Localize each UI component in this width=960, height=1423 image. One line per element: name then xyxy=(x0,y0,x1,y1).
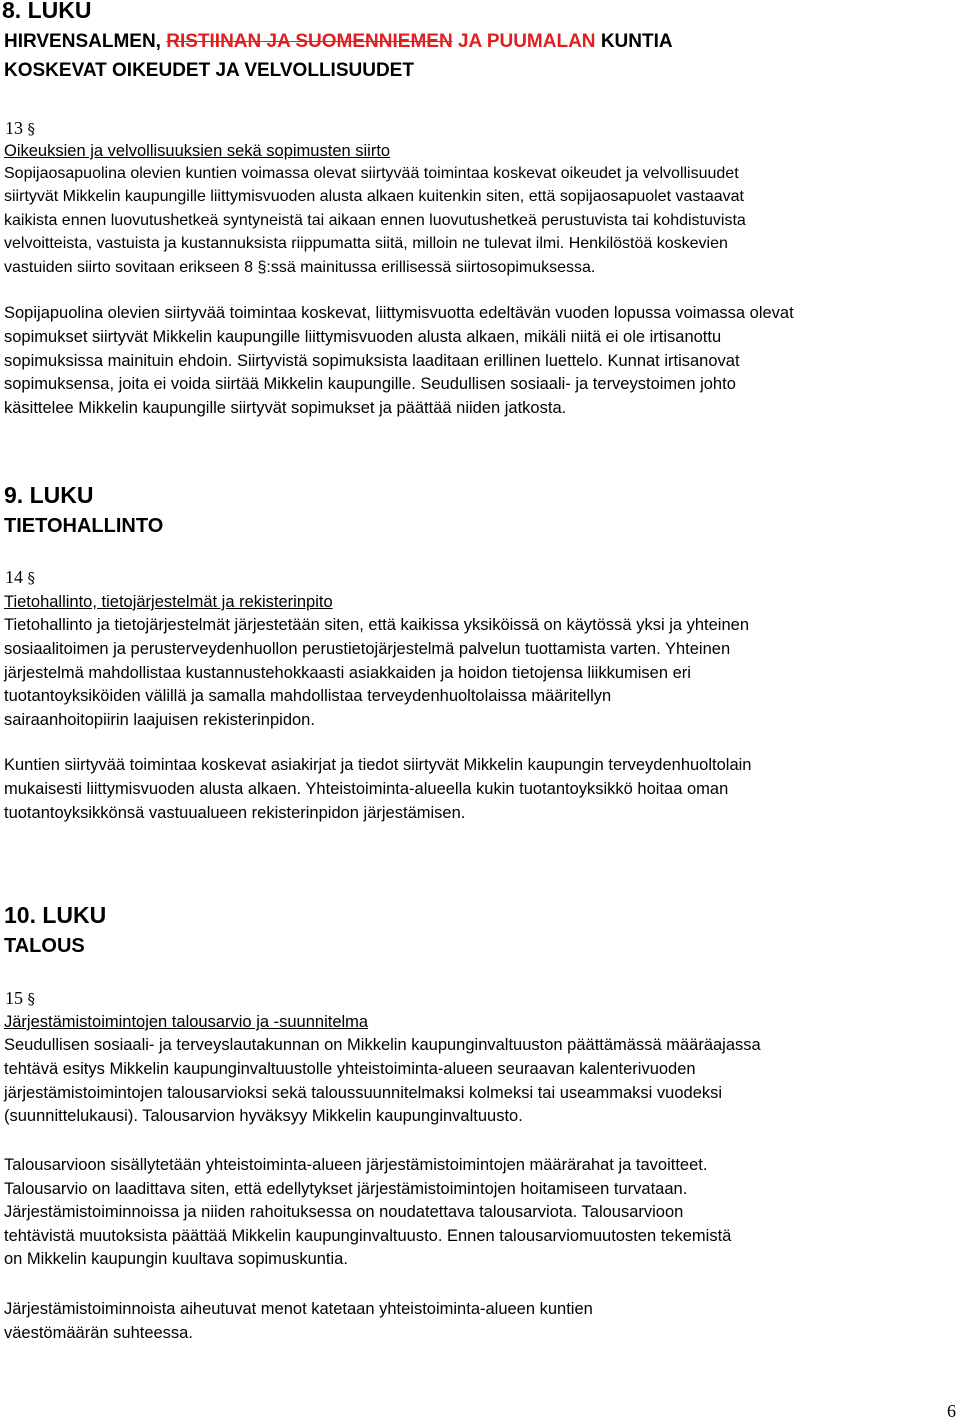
section-15-paragraph-2 xyxy=(4,1154,731,1272)
text-line: on Mikkelin kaupungin kuultava sopimuskuntia. xyxy=(4,1250,348,1268)
section-13-number: 13 § xyxy=(5,118,35,138)
text-line: Järjestämistoiminnoista aiheutuvat menot katetaan yhteistoiminta-alueen kuntien xyxy=(4,1300,593,1318)
section-14-number: 14 § xyxy=(5,567,35,587)
section-13-paragraph-2 xyxy=(4,302,794,421)
page-number: 6 xyxy=(947,1401,956,1421)
text-line: velvoitteista, vastuista ja kustannuksista riippumatta siitä, milloin ne tulevat ilmi. Henkilöstöä koskevien xyxy=(4,235,728,253)
text-line: kaikista ennen luovutushetkeä syntyneistä tai aikaan ennen luovutushetkeä perustuvista tai kohdistuvista xyxy=(4,211,746,229)
section-15-paragraph-3 xyxy=(4,1298,593,1345)
text-line: käsittelee Mikkelin kaupungille siirtyvät sopimukset ja päättää niiden jatkosta. xyxy=(4,399,567,418)
section-14-paragraph-2 xyxy=(4,754,751,825)
text-line: Kuntien siirtyvää toimintaa koskevat asiakirjat ja tiedot siirtyvät Mikkelin kaupungin terveydenhuoltolain xyxy=(4,756,752,774)
chapter-10-heading: 10. LUKU xyxy=(4,902,107,928)
added-municipality: JA PUUMALAN xyxy=(457,31,596,52)
text-line: Talousarvioon sisällytetään yhteistoiminta-alueen järjestämistoimintojen määrärahat ja tavoitteet. xyxy=(4,1156,708,1174)
text-line: tehtävistä muutoksista päättää Mikkelin kaupunginvaltuusto. Ennen talousarviomuutosten tekemistä xyxy=(4,1226,732,1245)
section-15-title: Järjestämistoimintojen talousarvio ja -suunnitelma xyxy=(4,1013,369,1031)
section-14-title: Tietohallinto, tietojärjestelmät ja rekisterinpito xyxy=(4,593,333,611)
chapter-8-heading: 8. LUKU xyxy=(2,0,92,23)
text-line: tehtävä esitys Mikkelin kaupunginvaltuustolle yhteistoiminta-alueen seuraavan kalenterivuoden xyxy=(4,1059,696,1078)
text-line: sopimukset siirtyvät Mikkelin kaupungille liittymisvuoden alusta alkaen, mikäli niitä ei ole irtisanottu xyxy=(4,327,722,346)
text-line: sairaanhoitopiirin laajuisen rekisterinpidon. xyxy=(4,711,315,730)
text-line: tuotantoyksikkönsä vastuualueen rekisterinpidon järjestämisen. xyxy=(4,803,466,822)
section-13-title: Oikeuksien ja velvollisuuksien sekä sopimusten siirto xyxy=(4,142,391,160)
chapter-9-heading: 9. LUKU xyxy=(4,482,94,508)
text-line: vastuiden siirto sovitaan erikseen 8 §:ssä mainitussa erillisessä siirtosopimuksessa. xyxy=(4,258,596,276)
chapter-8-title-line1 xyxy=(4,30,673,54)
text-line: järjestämistoimintojen talousarvioksi sekä taloussuunnitelmaksi kolmeksi tai useammaksi vuodeksi xyxy=(4,1083,723,1102)
text-line: (suunnittelukausi). Talousarvion hyväksyy Mikkelin kaupunginvaltuusto. xyxy=(4,1107,523,1126)
text-line: sopimuksensa, joita ei voida siirtää Mikkelin kaupungille. Seudullisen sosiaali- ja terveystoimen johto xyxy=(4,375,736,394)
section-symbol: § xyxy=(27,569,35,587)
section-symbol: § xyxy=(27,120,35,138)
text-line: sopimuksissa mainituin ehdoin. Siirtyvistä sopimuksista laaditaan erillinen luettelo. Kunnat irtisanovat xyxy=(4,351,740,370)
text-line: Talousarvio on laadittava siten, että edellytykset järjestämistoimintojen hoitamiseen turvataan. xyxy=(4,1179,688,1198)
struck-municipalities: RISTIINAN JA SUOMENNIEMEN xyxy=(166,31,453,52)
chapter-9-title: TIETOHALLINTO xyxy=(4,515,164,537)
section-15-paragraph-1 xyxy=(4,1034,761,1129)
title-text: KUNTIA xyxy=(600,31,673,52)
title-text: HIRVENSALMEN, xyxy=(4,31,161,52)
section-15-number: 15 § xyxy=(5,988,35,1008)
text-line: Järjestämistoiminnoissa ja niiden rahoituksessa on noudatettava talousarviota. Talousarvioon xyxy=(4,1203,684,1221)
text-line: mukaisesti liittymisvuoden alusta alkaen. Yhteistoiminta-alueella kukin tuotantoyksikkö hoitaa oman xyxy=(4,779,729,798)
text-line: väestömäärän suhteessa. xyxy=(4,1323,193,1342)
text-line: Sopijaosapuolina olevien kuntien voimassa olevat siirtyvää toimintaa koskevat oikeudet ja velvollisuudet xyxy=(4,165,739,182)
section-symbol: § xyxy=(27,990,35,1008)
text-line: tuotantoyksiköiden välillä ja samalla mahdollistaa terveydenhuoltolaissa määritellyn xyxy=(4,687,612,706)
text-line: siirtyvät Mikkelin kaupungille liittymisvuoden alusta alkaen kuitenkin siten, että sopijaosapuolet vastaavat xyxy=(4,188,744,206)
section-14-paragraph-1 xyxy=(4,614,749,733)
text-line: Sopijapuolina olevien siirtyvää toimintaa koskevat, liittymisvuotta edeltävän vuoden lopussa voimassa olevat xyxy=(4,304,794,322)
chapter-8-title-line2: KOSKEVAT OIKEUDET JA VELVOLLISUUDET xyxy=(4,60,414,81)
section-13-paragraph-1 xyxy=(4,162,746,279)
chapter-10-title: TALOUS xyxy=(4,935,85,957)
text-line: Tietohallinto ja tietojärjestelmät järjestetään siten, että kaikissa yksiköissä on käytössä yksi ja yhteinen xyxy=(4,616,749,634)
text-line: Seudullisen sosiaali- ja terveyslautakunnan on Mikkelin kaupunginvaltuuston päättämässä määräajassa xyxy=(4,1036,761,1054)
text-line: sosiaalitoimen ja perusterveydenhuollon perustietojärjestelmä palvelun tuottamista varten. Yhteinen xyxy=(4,639,731,658)
text-line: järjestelmä mahdollistaa kustannustehokkaasti asiakkaiden ja hoidon tietojensa liikkumisen eri xyxy=(4,663,691,682)
